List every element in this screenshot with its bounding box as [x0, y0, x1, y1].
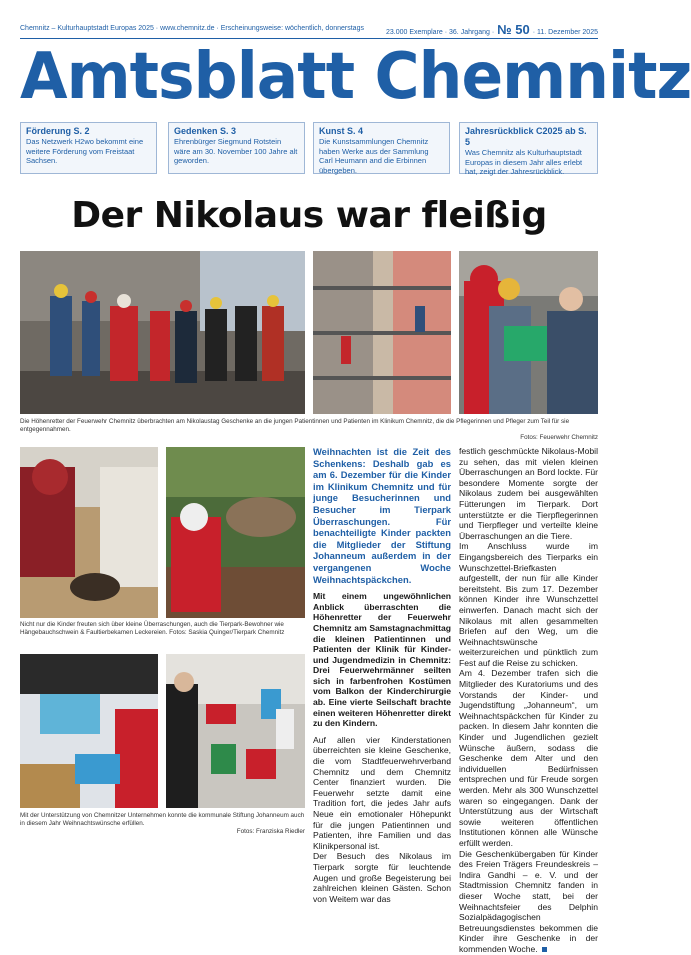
- teaser-title: Förderung S. 2: [26, 126, 90, 136]
- caption-firefighters: [20, 418, 598, 443]
- top-info-bar: [20, 22, 598, 36]
- article-column-3: [459, 446, 598, 955]
- teaser-gedenken[interactable]: [168, 122, 305, 174]
- article-paragraph: Im Anschluss wurde im Eingangsbereich des Tierparks ein Wunschzettel-Briefkasten aufgestellt, der nun für alle Kinder bereitsteht. Bis zum 17. Dezember können Kinder ihre Wunschzettel einwerfen. Danach macht sich der Nikolaus mit allen gesammelten Briefen auf den Weg, um die Weihnachtswünsche weiterzureichen und pünktlich zum Fest auf die Reise zu schicken.: [459, 541, 598, 668]
- photo-pig-santa: [20, 447, 158, 618]
- issue-meta: 23.000 Exemplare · 36. Jahrgang ·: [385, 29, 495, 36]
- article-paragraph-bold: Mit einem ungewöhnlichen Anblick überraschten die Höhenretter der Feuerwehr Chemnitz am Samstagnachmittag die kleinen Patientinnen und Patienten der Klinik für Kinder- und Jugendmedizin in Chemnitz: Drei Feuerwehrmänner seilten sich in farbenfrohen Kostümen vom Balkon der Kinderchirurgie ab. Eine vierte Seilschaft brachte einen weiteren Höhenretter direkt zu den Kindern.: [313, 591, 451, 729]
- photo-spiderman-gifts: [459, 251, 598, 414]
- teaser-foerderung[interactable]: [20, 122, 157, 174]
- article-column-2: [313, 446, 451, 904]
- top-rule: [20, 38, 598, 39]
- teaser-jahresrueckblick[interactable]: [459, 122, 598, 174]
- end-of-article-mark: [542, 947, 547, 952]
- masthead-title: Amtsblatt Chemnitz: [20, 40, 691, 114]
- caption-johanneum: [20, 812, 305, 837]
- article-paragraph: Der Besuch des Nikolaus im Tierpark sorgte für leuchtende Augen und große Begeisterung bei zahlreichen kleinen Gästen. Schon von Weitem war das: [313, 851, 451, 904]
- photo-abseiling-facade: [313, 251, 451, 414]
- teaser-title: Jahresrückblick C2025 ab S. 5: [465, 126, 587, 147]
- caption-text: Mit der Unterstützung von Chemnitzer Unternehmen konnte die kommunale Stiftung Johanneum auch in diesem Jahr Weihnachtswünsche erfüllen.: [20, 812, 305, 828]
- article-paragraph: festlich geschmückte Nikolaus-Mobil zu sehen, das mit vielen kleinen Überraschungen an Bord lockte. Für besondere Momente sorgte der Nikolaus zudem bei ausgewählten Fütterungen im Tierpark. Dort unterstützte er die Tierpflegerinnen und Tierpfleger und verteilte kleine Überraschungen an die Tiere.: [459, 446, 598, 541]
- headline: Der Nikolaus war fleißig: [71, 195, 547, 236]
- photo-credit: Fotos: Feuerwehr Chemnitz: [520, 434, 598, 442]
- article-lead: Weihnachten ist die Zeit des Schenkens: Deshalb gab es am 6. Dezember für die Kinder im Klinikum Chemnitz und für junge Besucherinnen und Besucher im Tierpark Überraschungen. Für benachteiligte Kinder packten die Mitglieder der Stiftung Johanneum außerdem in der vergangenen Woche Weihnachtspäckchen.: [313, 446, 451, 585]
- teaser-text: Was Chemnitz als Kulturhauptstadt Europas in diesem Jahr alles erlebt hat, zeigt der Jahresrückblick.: [465, 148, 583, 176]
- caption-text: Die Höhenretter der Feuerwehr Chemnitz überbrachten am Nikolaustag Geschenke an die jungen Patientinnen und Patienten im Klinikum Chemnitz, die die Pflegerinnen und Pfleger zum Teil für sie entgegennahmen.: [20, 418, 570, 434]
- photo-sloth-santa: [166, 447, 305, 618]
- photo-wrapping-gifts: [20, 654, 158, 808]
- photo-gift-table: [166, 654, 305, 808]
- teaser-title: Kunst S. 4: [319, 126, 364, 136]
- article-paragraph: Auf allen vier Kinderstationen überreichten sie kleine Geschenke, die vom Stadtfeuerwehrverband Chemnitz und dem Chemnitz Center finanziert wurden. Die Feuerwehr setzte damit eine Tradition fort, die jedes Jahr aufs Neue ein emotionaler Höhepunkt für die jungen Patientinnen und Patienten, ihre Familien und das Klinikpersonal ist.: [313, 734, 451, 851]
- article-paragraph: Die Geschenkübergaben für Kinder des Freien Trägers Freundeskreis – Indira Gandhi – e. V. und der Stadtmission Chemnitz fanden in dieser Woche statt, bei der Weihnachtsfeier des Delphin Sozialpädagogischen Betreuungsdienstes bekommen die Kinder ihre Geschenke in der kommenden Woche.: [459, 848, 598, 954]
- photo-firefighters-group: [20, 251, 305, 414]
- teaser-title: Gedenken S. 3: [174, 126, 237, 136]
- caption-tierpark: Nicht nur die Kinder freuten sich über kleine Überraschungen, auch die Tierpark-Bewohner wie Hängebauchschwein & Faultierbekamen Leckereien. Fotos: Saskia Quinger/Tierpark Chemnitz: [20, 621, 285, 637]
- issue-number: № 50: [497, 22, 530, 37]
- issue-info: [386, 22, 598, 37]
- photo-credit: Fotos: Franziska Riedler: [236, 828, 305, 836]
- publication-info: Chemnitz – Kulturhauptstadt Europas 2025 · www.chemnitz.de · Erscheinungsweise: wöchentlich, donnerstags: [20, 25, 364, 32]
- teaser-kunst[interactable]: [313, 122, 450, 174]
- article-paragraph: Am 4. Dezember trafen sich die Mitglieder des Kuratoriums und des Vorstands der Kinder- und Jugendstiftung „Johanneum“, um Weihnachtspäckchen für Kinder zu packen. In diesem Jahr konnten die Kinder und Jugendlichen gezielt Wünsche äußern, sodass die Geschenke dem Alter und den individuellen Bedürfnissen entsprechen und für Freude sorgen werden. Mehr als 300 Wunschzettel waren so eingegangen. Dank der Unterstützung aus der Wirtschaft sowie weiteren öffentlichen Institutionen können alle Wünsche erfüllt werden.: [459, 668, 598, 848]
- teaser-text: Ehrenbürger Siegmund Rotstein wäre am 30. November 100 Jahre alt geworden.: [174, 137, 298, 165]
- issue-date: · 11. Dezember 2025: [532, 29, 598, 36]
- teaser-text: Das Netzwerk H2wo bekommt eine weitere Förderung vom Freistaat Sachsen.: [26, 137, 144, 165]
- teaser-text: Die Kunstsammlungen Chemnitz haben Werke aus der Sammlung Carl Heumann and die Erbinnen übergeben.: [319, 137, 429, 175]
